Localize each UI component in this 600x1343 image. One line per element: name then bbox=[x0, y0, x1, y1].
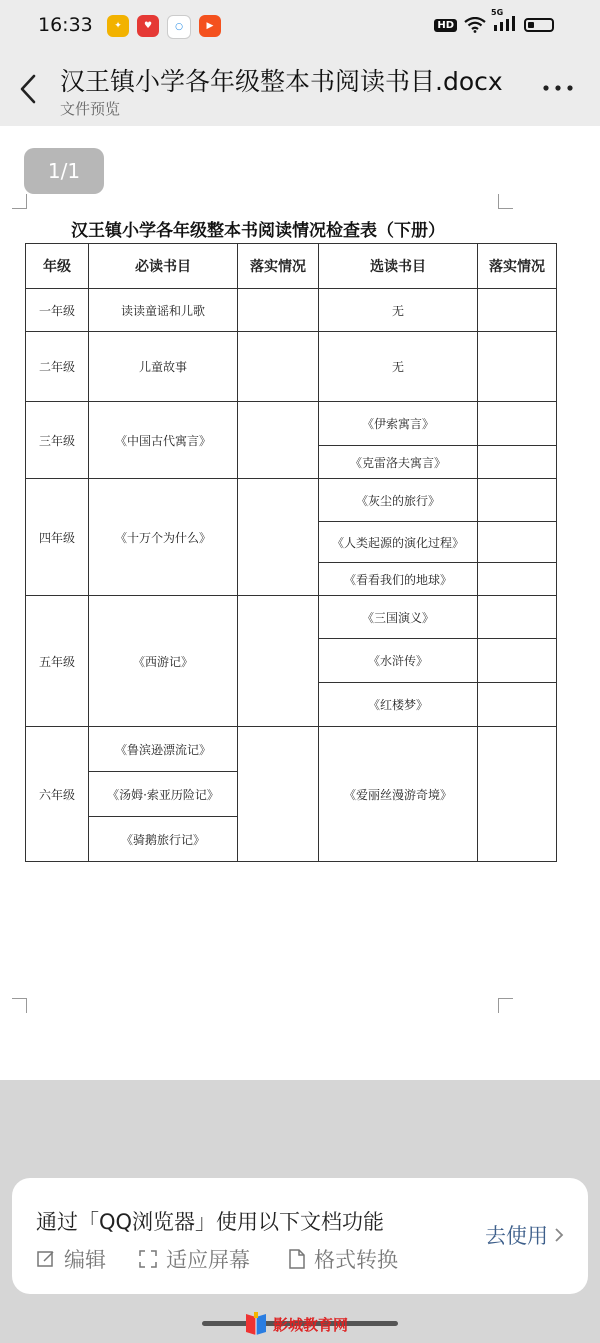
fit-screen-icon bbox=[138, 1249, 158, 1269]
header-required-books: 必读书目 bbox=[89, 244, 238, 289]
app-notification-icon: ✦ bbox=[107, 15, 129, 37]
grade-cell: 二年级 bbox=[26, 332, 89, 402]
required-book-cell: 《中国古代寓言》 bbox=[89, 402, 238, 479]
required-book-cell: 《十万个为什么》 bbox=[89, 479, 238, 596]
status-cell bbox=[478, 289, 557, 332]
grade-cell: 四年级 bbox=[26, 479, 89, 596]
required-book-cell: 《骑鹅旅行记》 bbox=[89, 817, 238, 862]
status-cell bbox=[238, 289, 319, 332]
status-cell bbox=[238, 479, 319, 596]
network-type: 5G bbox=[491, 8, 504, 17]
optional-book-cell: 《看看我们的地球》 bbox=[319, 563, 478, 596]
status-cell bbox=[478, 683, 557, 727]
notification-icons bbox=[107, 15, 221, 39]
status-cell bbox=[478, 639, 557, 683]
battery-icon bbox=[524, 18, 554, 32]
table-row bbox=[26, 596, 557, 639]
optional-book-cell: 《伊索寓言》 bbox=[319, 402, 478, 446]
edit-icon bbox=[36, 1249, 56, 1269]
table-row bbox=[26, 289, 557, 332]
edit-label: 编辑 bbox=[64, 1248, 106, 1272]
status-cell bbox=[238, 332, 319, 402]
status-cell bbox=[478, 563, 557, 596]
file-title: 汉王镇小学各年级整本书阅读书目.docx bbox=[60, 67, 503, 96]
hd-icon: HD bbox=[434, 19, 457, 32]
table-row bbox=[26, 479, 557, 522]
back-button[interactable] bbox=[14, 72, 44, 106]
grade-cell: 五年级 bbox=[26, 596, 89, 727]
status-cell bbox=[478, 596, 557, 639]
grade-cell: 六年级 bbox=[26, 727, 89, 862]
status-cell bbox=[478, 479, 557, 522]
reading-check-table bbox=[25, 243, 557, 862]
document-icon bbox=[288, 1249, 306, 1269]
required-book-cell: 儿童故事 bbox=[89, 332, 238, 402]
grade-cell: 三年级 bbox=[26, 402, 89, 479]
grade-cell: 一年级 bbox=[26, 289, 89, 332]
status-bar bbox=[0, 0, 600, 52]
promo-text: 通过「QQ浏览器」使用以下文档功能 bbox=[36, 1210, 385, 1234]
table-header-row bbox=[26, 244, 557, 289]
optional-book-cell: 《爱丽丝漫游奇境》 bbox=[319, 727, 478, 862]
fit-screen-label: 适应屏幕 bbox=[166, 1248, 250, 1272]
optional-book-cell: 《水浒传》 bbox=[319, 639, 478, 683]
go-use-button[interactable] bbox=[485, 1220, 564, 1250]
page-indicator: 1/1 bbox=[24, 148, 104, 194]
header-required-status: 落实情况 bbox=[238, 244, 319, 289]
watermark bbox=[243, 1312, 348, 1336]
optional-book-cell: 《灰尘的旅行》 bbox=[319, 479, 478, 522]
header-optional-books: 选读书目 bbox=[319, 244, 478, 289]
status-cell bbox=[238, 596, 319, 727]
required-book-cell: 《鲁滨逊漂流记》 bbox=[89, 727, 238, 772]
crop-mark bbox=[12, 998, 27, 1013]
required-book-cell: 读读童谣和儿歌 bbox=[89, 289, 238, 332]
required-book-cell: 《汤姆·索亚历险记》 bbox=[89, 772, 238, 817]
wifi-icon bbox=[464, 17, 486, 33]
status-cell bbox=[478, 446, 557, 479]
status-cell bbox=[478, 522, 557, 563]
book-logo-icon bbox=[243, 1312, 269, 1336]
table-title: 汉王镇小学各年级整本书阅读情况检查表（下册） bbox=[71, 221, 445, 241]
status-cell bbox=[478, 402, 557, 446]
status-indicators bbox=[434, 8, 554, 35]
browser-app-icon: ○ bbox=[167, 15, 191, 39]
more-icon[interactable] bbox=[540, 82, 576, 94]
format-convert-label: 格式转换 bbox=[314, 1248, 398, 1272]
header-grade: 年级 bbox=[26, 244, 89, 289]
crop-mark bbox=[12, 194, 27, 209]
status-cell bbox=[238, 727, 319, 862]
optional-book-cell: 《红楼梦》 bbox=[319, 683, 478, 727]
heart-app-icon: ♥ bbox=[137, 15, 159, 37]
video-app-icon: ▶ bbox=[199, 15, 221, 37]
format-convert-option[interactable] bbox=[288, 1244, 398, 1274]
watermark-text: 影城教育网 bbox=[273, 1315, 349, 1334]
clock: 16:33 bbox=[38, 14, 93, 36]
fit-screen-option[interactable] bbox=[138, 1244, 250, 1274]
table-row bbox=[26, 727, 557, 772]
status-cell bbox=[478, 332, 557, 402]
document-preview[interactable] bbox=[0, 126, 600, 1080]
optional-book-cell: 《三国演义》 bbox=[319, 596, 478, 639]
required-book-cell: 《西游记》 bbox=[89, 596, 238, 727]
optional-book-cell: 无 bbox=[319, 332, 478, 402]
optional-book-cell: 《人类起源的演化过程》 bbox=[319, 522, 478, 563]
crop-mark bbox=[498, 194, 513, 209]
table-row bbox=[26, 332, 557, 402]
header-optional-status: 落实情况 bbox=[478, 244, 557, 289]
table-row bbox=[26, 402, 557, 446]
optional-book-cell: 《克雷洛夫寓言》 bbox=[319, 446, 478, 479]
top-bar bbox=[0, 52, 600, 126]
optional-book-cell: 无 bbox=[319, 289, 478, 332]
cellular-signal-icon bbox=[491, 8, 517, 35]
file-subtitle: 文件预览 bbox=[60, 100, 121, 118]
edit-option[interactable] bbox=[36, 1244, 106, 1274]
crop-mark bbox=[498, 998, 513, 1013]
chevron-right-icon bbox=[554, 1227, 564, 1243]
status-cell bbox=[478, 727, 557, 862]
go-use-label: 去使用 bbox=[485, 1224, 548, 1248]
qq-browser-promo-card bbox=[12, 1178, 588, 1294]
status-cell bbox=[238, 402, 319, 479]
